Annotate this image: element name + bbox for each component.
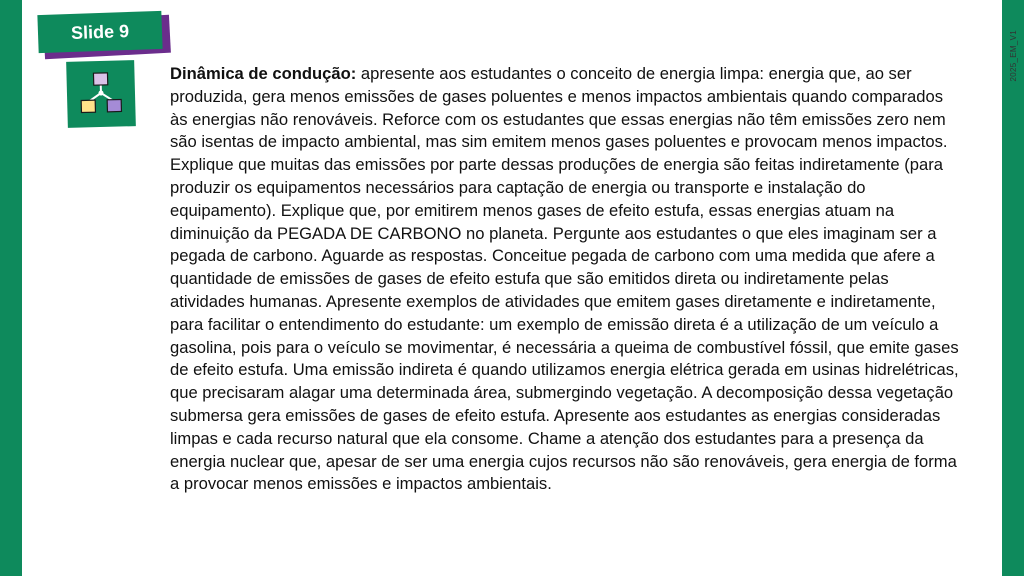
body-text: apresente aos estudantes o conceito de energia limpa: energia que, ao ser produzida, gera menos emissões de gases poluentes e menos impactos ambientais quando comparados às energias não renováveis. Reforce com os estudantes que essas energias não têm emissões zero nem são isentas de impacto ambiental, mas sim emitem menos gases poluentes e provocam menos impactos. Explique que muitas das emissões por parte dessas produções de energia são feitas indiretamente (para produzir os equipamentos necessários para captação de energia ou transporte e instalação do equipamento). Explique que, por emitirem menos gases de efeito estufa, essas energias atuam na diminuição da PEGADA DE CARBONO no planeta. Pergunte aos estudantes o que eles imaginam ser a pegada de carbono. Aguarde as respostas. Conceitue pegada de carbono com uma medida que afere a quantidade de emissões de gases de efeito estufa que são emitidos direta ou indiretamente pelas atividades humanas. Apresente exemplos de atividades que emitem gases diretamente e indiretamente, para facilitar o entendimento do estudante: um exemplo de emissão direta é a utilização de um veículo a gasolina, pois para o veículo se movimentar, é necessária a queima de combustível fóssil, que emite gases de efeito estufa. Uma emissão indireta é quando utilizamos energia elétrica gerada em usinas hidrelétricas, que precisaram alagar uma determinada área, submergindo vegetação. A decomposição dessa vegetação submersa gera emissões de gases de efeito estufa. Apresente aos estudantes as energias consideradas limpas e cada recurso natural que ela consome. Chame a atenção dos estudantes para a presença da energia nuclear que, apesar de ser uma energia cujos recursos não são renováveis, gera energia de forma a provocar menos emissões e impactos ambientais. <box>170 64 959 494</box>
slide-number-label: Slide 9 <box>70 20 130 43</box>
slide-number-tab <box>37 11 162 53</box>
hierarchy-icon <box>77 70 124 117</box>
conduction-dynamics-text <box>170 63 960 496</box>
document-code: 2025_EM_V1 <box>1009 30 1018 82</box>
lead-label: Dinâmica de condução: <box>170 64 357 83</box>
activity-icon-box <box>66 60 136 128</box>
